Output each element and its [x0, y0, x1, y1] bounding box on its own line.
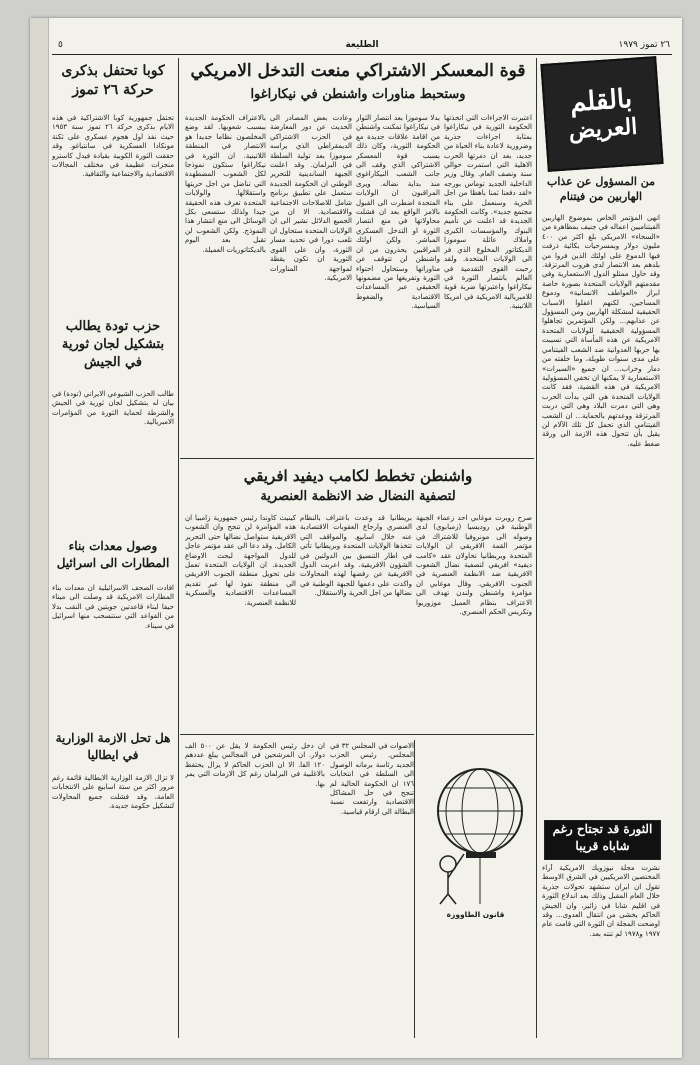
airports-headline: وصول معدات بناء المطارات الى اسرائيل: [56, 539, 170, 570]
logo-line2: العريض: [567, 113, 639, 145]
airports-text: افادت الصحف الاسرائيلية ان معدات بناء المطارات الامريكية قد وصلت الى ميناء حيفا لبناء قاعدتين جويتين في النقب بدلا من القواعد التي ستنسحب منها اسرائيل في سيناء.: [52, 584, 174, 630]
main-subheadline: وستحبط مناورات واشنطن في نيكاراغوا: [250, 87, 466, 102]
main-article-col4: بالاعتراف الحكومة الجديدة ببسبب شعوبها. لقد وضع المخلصون نظاما جديدا هو الانتصار في المنطقة اللاتينية. ان الثورة في نيكاراغوا ستكون نموذجا لكل الشعوب المضطهدة التي تناضل من اجل حريتها واستقلالها. والولايات المتحدة تعرف هذه الحقيقة جيدا ولذلك ستسعى بكل الوسائل الى منع انتشار هذا النموذج. ولكن الشعوب لن تقبل بعد اليوم بالديكتاتوريات العميلة.: [185, 114, 266, 254]
logo-line1: بالقلم: [569, 83, 634, 119]
main-article-col1: اعتبرت الاجراءات التي اتخذتها الحكومة الثورية في نيكاراغوا بمثابة اجراءات جذرية وضرورية لاعادة بناء الحياة من جديد، بعد ان دمرتها الحرب الاهلية التي استمرت حوالي سنة ونصف العام. وقال وزير الداخلية الجديد توماس بورجه «لقد دفعنا ثمنا باهظا من اجل الحرية وسنعمل على بناء مجتمع جديد». وكانت الحكومة الجديدة قد اعلنت عن تأميم البنوك والمؤسسات الكبرى واملاك عائلة سوموزا الديكتاتور المخلوع الذي فر الى الولايات المتحدة. ولقد رحبت القوى التقدمية في العالم بانتصار الثورة في نيكاراغوا واعتبرتها ضربة قوية للامبريالية الامريكية في امريكا اللاتينية.: [444, 114, 532, 311]
tudeh-text: طالب الحزب الشيوعي الايراني (تودة) في بيان له بتشكيل لجان ثورية في الجيش والشرطة لحماية الثورة من المؤامرات الامبريالية.: [52, 390, 174, 427]
main-article-col3: وعادت بعض المصادر الى الحديث عن دور المعارضة في الحزب الاشتراكي الديمقراطي الذي يراسه سوموزا بعد تولية السلطة في البرلمان. وقد اعلنت الجبهة الساندينية للتحرير الوطني ان الحكومة الجديدة ستعمل على تطبيق برنامج شامل للاصلاحات الاجتماعية والاقتصادية. الا ان من الجميع الدلائل تشير الى ان الولايات المتحدة ستحاول ان تلعب دورا في تحديد مسار الثورة، وان على القوى الثورية ان تكون يقظة لمواجهة المناورات الامريكية.: [270, 114, 352, 282]
italy-headline: هل تحل الازمة الوزارية في ايطاليا: [55, 731, 171, 762]
third-article-col1: الاصوات في المجلس ٣٢ في المجلس. رئيس الحزب الجديد رئاسة برمانه الوصول الى السلطة في انتخابات ١٧٦ ان الحكومة الحالية لم تنجح في حل المشاكل الاقتصادية وارتفعت نسبة البطالة الى ارقام قياسية.: [330, 742, 414, 816]
third-article-col2: ان دخل رئيس الحكومة لا يقل عن ٥٠٠ الف دولار. ان المرشحين في المجالس يبلغ عددهم ١٢٠ الفا. الا ان الحزب الحاكم لا يزال يحتفظ بالاغلبية في البرلمان رغم كل الازمات التي يمر بها.: [185, 742, 325, 788]
main-article-col2: بدلا سوموزا بعد انتصار الثوار في نيكاراغوا تمكنت واشنطن من اقامة علاقات جديدة مع الحكومة الثورية، وكان ذلك بسبب قوة المعسكر الاشتراكي الذي وقف الى جانب الشعب النيكاراغوي منذ بداية نضاله. ويرى المراقبون ان الولايات المتحدة اضطرت الى القبول بالامر الواقع بعد ان فشلت محاولاتها في منع انتصار الثورة او التدخل العسكري المباشر. ولكن اولئك المراقبين يحذرون من ان واشنطن لن تتوقف عن مناوراتها وستحاول احتواء الثورة وتفريغها من مضمونها الحقيقي عبر المساعدات الاقتصادية والضغوط السياسية.: [356, 114, 440, 311]
page-number: ٥: [58, 40, 63, 50]
page-header: [52, 38, 672, 55]
main-article-divider: [180, 458, 534, 459]
left-column-divider: [178, 58, 179, 1038]
second-article-divider: [180, 734, 534, 735]
sidebar-box-body: نشرت مجلة نيوزويك الامريكية آراء المختصين الامريكيين في الشرق الاوسط تقول ان ايران ستشهد تحولات جذرية خلال العام المقبل وذلك بعد اندلاع الثورة في اقليم شابا في زائير، وان الجيش الحاكم يخشى من انتقال العدوى... وقد اوضحت المجلة ان الثورة التي قامت عام ١٩٧٧ و١٩٧٨ لم تنته بعد.: [542, 864, 660, 938]
cartoon-caption: قانون الطاووزة: [446, 910, 505, 919]
sidebar-body: انهى المؤتمر الخاص بموضوع الهاربين الفيتناميين اعماله في جنيف بمظاهرة من «السخاء» الامريكي بلغ اكثر من ٤٠٠ مليون دولار وبمسرحيات بكائية ذرفت فيها الدموع على اولئك الذين فروا من بلدهم بعد الانتصار لدى هروب المرتزقة. وقد حاول ممثلو الدول الاستعمارية وفي مقدمتهم الولايات المتحدة بصورة خاصة ابراز «العواطف الانسانية» ودموع المساجين، لكنهم اغفلوا الاسباب الحقيقية لمشكلة الهاربين ومن المسؤول عن عذابهم... ولكن المؤتمرين تجاهلوا المسؤولية الحقيقية للولايات المتحدة الامريكية عن هذه المأساة التي تسببت بها حربها العدوانية ضد الشعب الفيتنامي على مدى سنوات طويلة، وما خلفته من دمار وخراب... ان جميع «السيرات» الاستعمارية لا يمكنها ان تخفي المسؤولية الامريكية في هذه القضية، فقد كانت الولايات المتحدة هي التي بدأت الحرب وهي التي دمرت البلاد وهي التي دربت المرتزقة ووعدتهم بالحماية... ان الشعب الفيتنامي الذي تحمل كل تلك الآلام لن يقبل بأن تتحول هذه الازمة الى ورقة ضغط عليه.: [542, 214, 660, 448]
second-subheadline: لتصفية النضال ضد الانظمة العنصرية: [260, 489, 456, 504]
sidebar-divider: [536, 58, 537, 1038]
newspaper-page: [30, 18, 682, 1058]
cuba-text: تحتفل جمهورية كوبا الاشتراكية في هذه الايام بذكرى حركة ٢٦ تموز سنة ١٩٥٣ حيث نفذ اول هجوم عسكري على ثكنة مونكادا العسكرية في سانتياغو. وقد حققت الثورة الكوبية بقيادة فيدل كاسترو منجزات عظيمة في مختلف المجالات الاقتصادية والاجتماعية والثقافية.: [52, 114, 174, 179]
italy-text: لا تزال الازمة الوزارية الايطالية قائمة رغم مرور اكثر من ستة اسابيع على الانتخابات العامة، وقد فشلت جميع المحاولات لتشكيل حكومة جديدة.: [52, 774, 174, 811]
second-article-col1: صرح روبرت موغابي احد زعماء الجبهة الوطنية في روديسيا (زمبابوي) لدى وصوله الى مونروفيا للاشتراك في مؤتمر القمة الافريقي ان الولايات المتحدة وبريطانيا تحاولان عقد «كامب ديفيد» افريقي لتصفية نضال الشعوب الافريقية ضد الانظمة العنصرية في الجنوب الافريقي. وقال موغابي ان مؤامرة واشنطن ولندن تهدف الى الاعتراف بنظام العميل موزوريوا وتكريس الحكم العنصري.: [416, 514, 532, 617]
issue-date: ٢٦ تموز ١٩٧٩: [618, 40, 670, 50]
sidebar-title: من المسؤول عن عذاب الهاربين من فيتنام: [546, 175, 655, 203]
third-article-divider: [414, 740, 415, 1038]
main-headline: قوة المعسكر الاشتراكي منعت التدخل الامريكي: [190, 61, 526, 81]
column-logo: [540, 56, 663, 172]
second-article-col3: كينيث كاوندا رئيس جمهورية زامبيا ان هذه المؤامرة لن تنجح وان الشعوب الافريقية ستواصل نضالها حتى التحرير الكامل. وقد دعا الى عقد مؤتمر عاجل للدول المواجهة لبحث الاوضاع الجديدة. ان الولايات المتحدة تعمل على تحويل منطقة الجنوب الافريقي الى منطقة نفوذ لها عبر تقديم المساعدات الاقتصادية والعسكرية للانظمة العنصرية.: [185, 514, 296, 607]
section-name: الطليعة: [345, 40, 379, 50]
second-headline: واشنطن تخطط لكامب ديفيد افريقي: [243, 467, 473, 485]
second-article-col2: بريطانيا قد وعدت باعتراف بالنظام العنصري وارجاع العقوبات الاقتصادية عنه خلال اسابيع. والمواقف التي تتخذها الولايات المتحدة وبريطانيا تأتي في اطار التنسيق بين الدولتين في الشؤون الافريقية. وقد اعربت الدول الافريقية عن رفضها لهذه المحاولات واكدت على دعمها للجبهة الوطنية في نضالها من اجل الحرية والاستقلال.: [300, 514, 412, 598]
globe-cartoon: [418, 756, 533, 906]
tudeh-headline: حزب تودة يطالب بتشكيل لجان ثورية في الجيش: [61, 319, 165, 370]
sidebar-box-title: الثورة قد تجتاح رغم شاباه قريبا: [544, 820, 661, 860]
cuba-headline: كوبا تحتفل بذكرى حركة ٢٦ تموز: [61, 63, 165, 98]
